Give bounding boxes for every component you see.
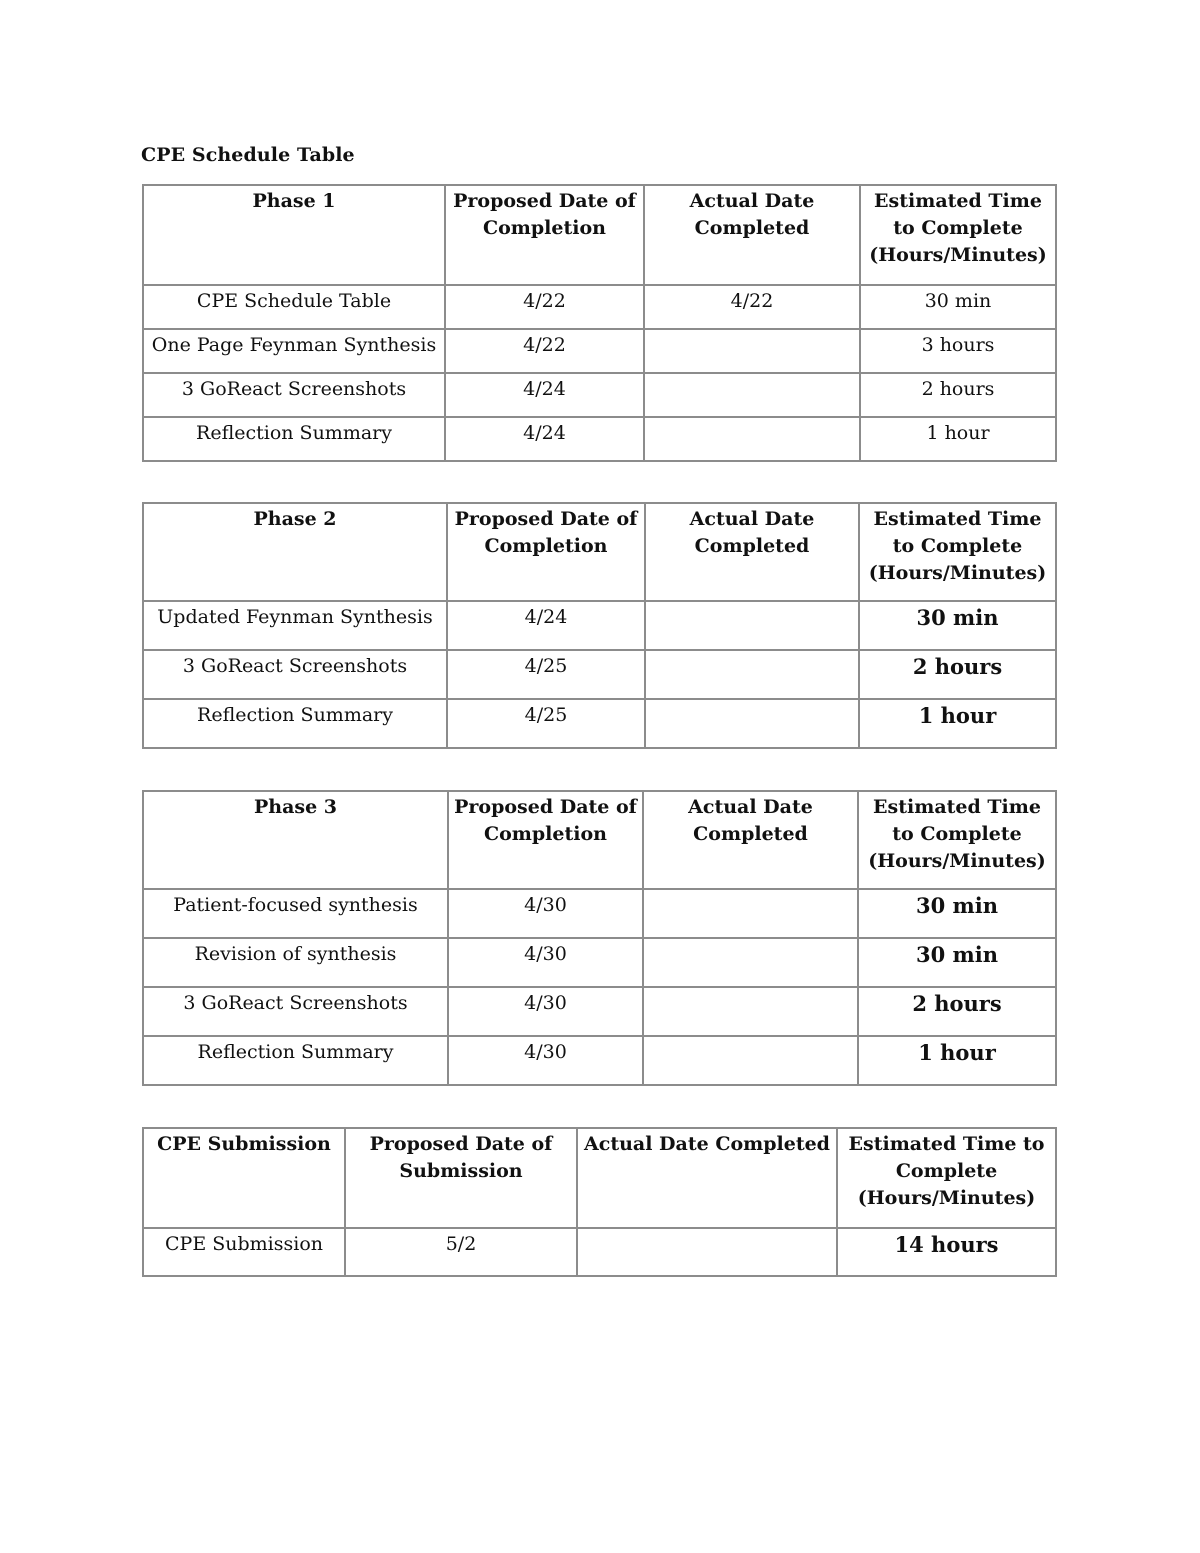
table-row [143, 601, 1056, 650]
table-header-row [143, 185, 1056, 285]
header-phase: Phase 3 [143, 791, 448, 889]
header-phase: Phase 1 [143, 185, 445, 285]
proposed-date-cell: 4/30 [448, 987, 643, 1036]
header-estimated-time: Estimated Time to Complete (Hours/Minutes) [860, 185, 1056, 285]
actual-date-cell [645, 699, 859, 748]
estimate-cell: 30 min [860, 285, 1056, 329]
task-cell: Updated Feynman Synthesis [143, 601, 447, 650]
table-row [143, 650, 1056, 699]
actual-date-cell [644, 417, 860, 461]
estimate-cell: 30 min [858, 938, 1056, 987]
task-cell: Reflection Summary [143, 417, 445, 461]
proposed-date-cell: 4/22 [445, 285, 644, 329]
actual-date-cell [643, 1036, 858, 1085]
proposed-date-cell: 4/30 [448, 938, 643, 987]
actual-date-cell [643, 889, 858, 938]
header-proposed-date: Proposed Date of Completion [447, 503, 645, 601]
actual-date-cell [577, 1228, 837, 1276]
actual-date-cell [644, 373, 860, 417]
estimate-cell: 30 min [859, 601, 1056, 650]
actual-date-cell: 4/22 [644, 285, 860, 329]
estimate-cell: 3 hours [860, 329, 1056, 373]
proposed-date-cell: 4/24 [445, 373, 644, 417]
proposed-date-cell: 4/30 [448, 889, 643, 938]
header-actual-date: Actual Date Completed [577, 1128, 837, 1228]
actual-date-cell [643, 987, 858, 1036]
estimate-cell: 2 hours [860, 373, 1056, 417]
phase-3-table [142, 790, 1057, 1086]
header-estimated-time: Estimated Time to Complete (Hours/Minutes) [858, 791, 1056, 889]
table-row [143, 1228, 1056, 1276]
estimate-cell: 30 min [858, 889, 1056, 938]
task-cell: 3 GoReact Screenshots [143, 373, 445, 417]
header-actual-date: Actual Date Completed [643, 791, 858, 889]
header-submission: CPE Submission [143, 1128, 345, 1228]
header-actual-date: Actual Date Completed [644, 185, 860, 285]
estimate-cell: 2 hours [859, 650, 1056, 699]
header-estimated-time: Estimated Time to Complete (Hours/Minutes) [859, 503, 1056, 601]
table-row [143, 285, 1056, 329]
estimate-cell: 1 hour [860, 417, 1056, 461]
actual-date-cell [645, 601, 859, 650]
page-title: CPE Schedule Table [141, 144, 355, 166]
estimate-cell: 1 hour [859, 699, 1056, 748]
phase-2-table [142, 502, 1057, 749]
task-cell: 3 GoReact Screenshots [143, 987, 448, 1036]
actual-date-cell [643, 938, 858, 987]
table-row [143, 1036, 1056, 1085]
header-proposed-date: Proposed Date of Completion [448, 791, 643, 889]
proposed-date-cell: 4/25 [447, 699, 645, 748]
task-cell: Reflection Summary [143, 699, 447, 748]
header-proposed-date: Proposed Date of Submission [345, 1128, 577, 1228]
task-cell: CPE Submission [143, 1228, 345, 1276]
task-cell: CPE Schedule Table [143, 285, 445, 329]
header-actual-date: Actual Date Completed [645, 503, 859, 601]
proposed-date-cell: 4/25 [447, 650, 645, 699]
actual-date-cell [644, 329, 860, 373]
table-row [143, 889, 1056, 938]
proposed-date-cell: 4/30 [448, 1036, 643, 1085]
table-row [143, 329, 1056, 373]
task-cell: One Page Feynman Synthesis [143, 329, 445, 373]
table-row [143, 699, 1056, 748]
table-row [143, 373, 1056, 417]
header-phase: Phase 2 [143, 503, 447, 601]
table-header-row [143, 503, 1056, 601]
estimate-cell: 14 hours [837, 1228, 1056, 1276]
table-row [143, 938, 1056, 987]
task-cell: 3 GoReact Screenshots [143, 650, 447, 699]
table-row [143, 417, 1056, 461]
header-proposed-date: Proposed Date of Completion [445, 185, 644, 285]
proposed-date-cell: 4/22 [445, 329, 644, 373]
estimate-cell: 2 hours [858, 987, 1056, 1036]
task-cell: Reflection Summary [143, 1036, 448, 1085]
table-header-row [143, 1128, 1056, 1228]
phase-1-table [142, 184, 1057, 462]
task-cell: Revision of synthesis [143, 938, 448, 987]
estimate-cell: 1 hour [858, 1036, 1056, 1085]
submission-table [142, 1127, 1057, 1277]
actual-date-cell [645, 650, 859, 699]
proposed-date-cell: 5/2 [345, 1228, 577, 1276]
header-estimated-time: Estimated Time to Complete (Hours/Minutes) [837, 1128, 1056, 1228]
table-header-row [143, 791, 1056, 889]
proposed-date-cell: 4/24 [445, 417, 644, 461]
proposed-date-cell: 4/24 [447, 601, 645, 650]
table-row [143, 987, 1056, 1036]
task-cell: Patient-focused synthesis [143, 889, 448, 938]
